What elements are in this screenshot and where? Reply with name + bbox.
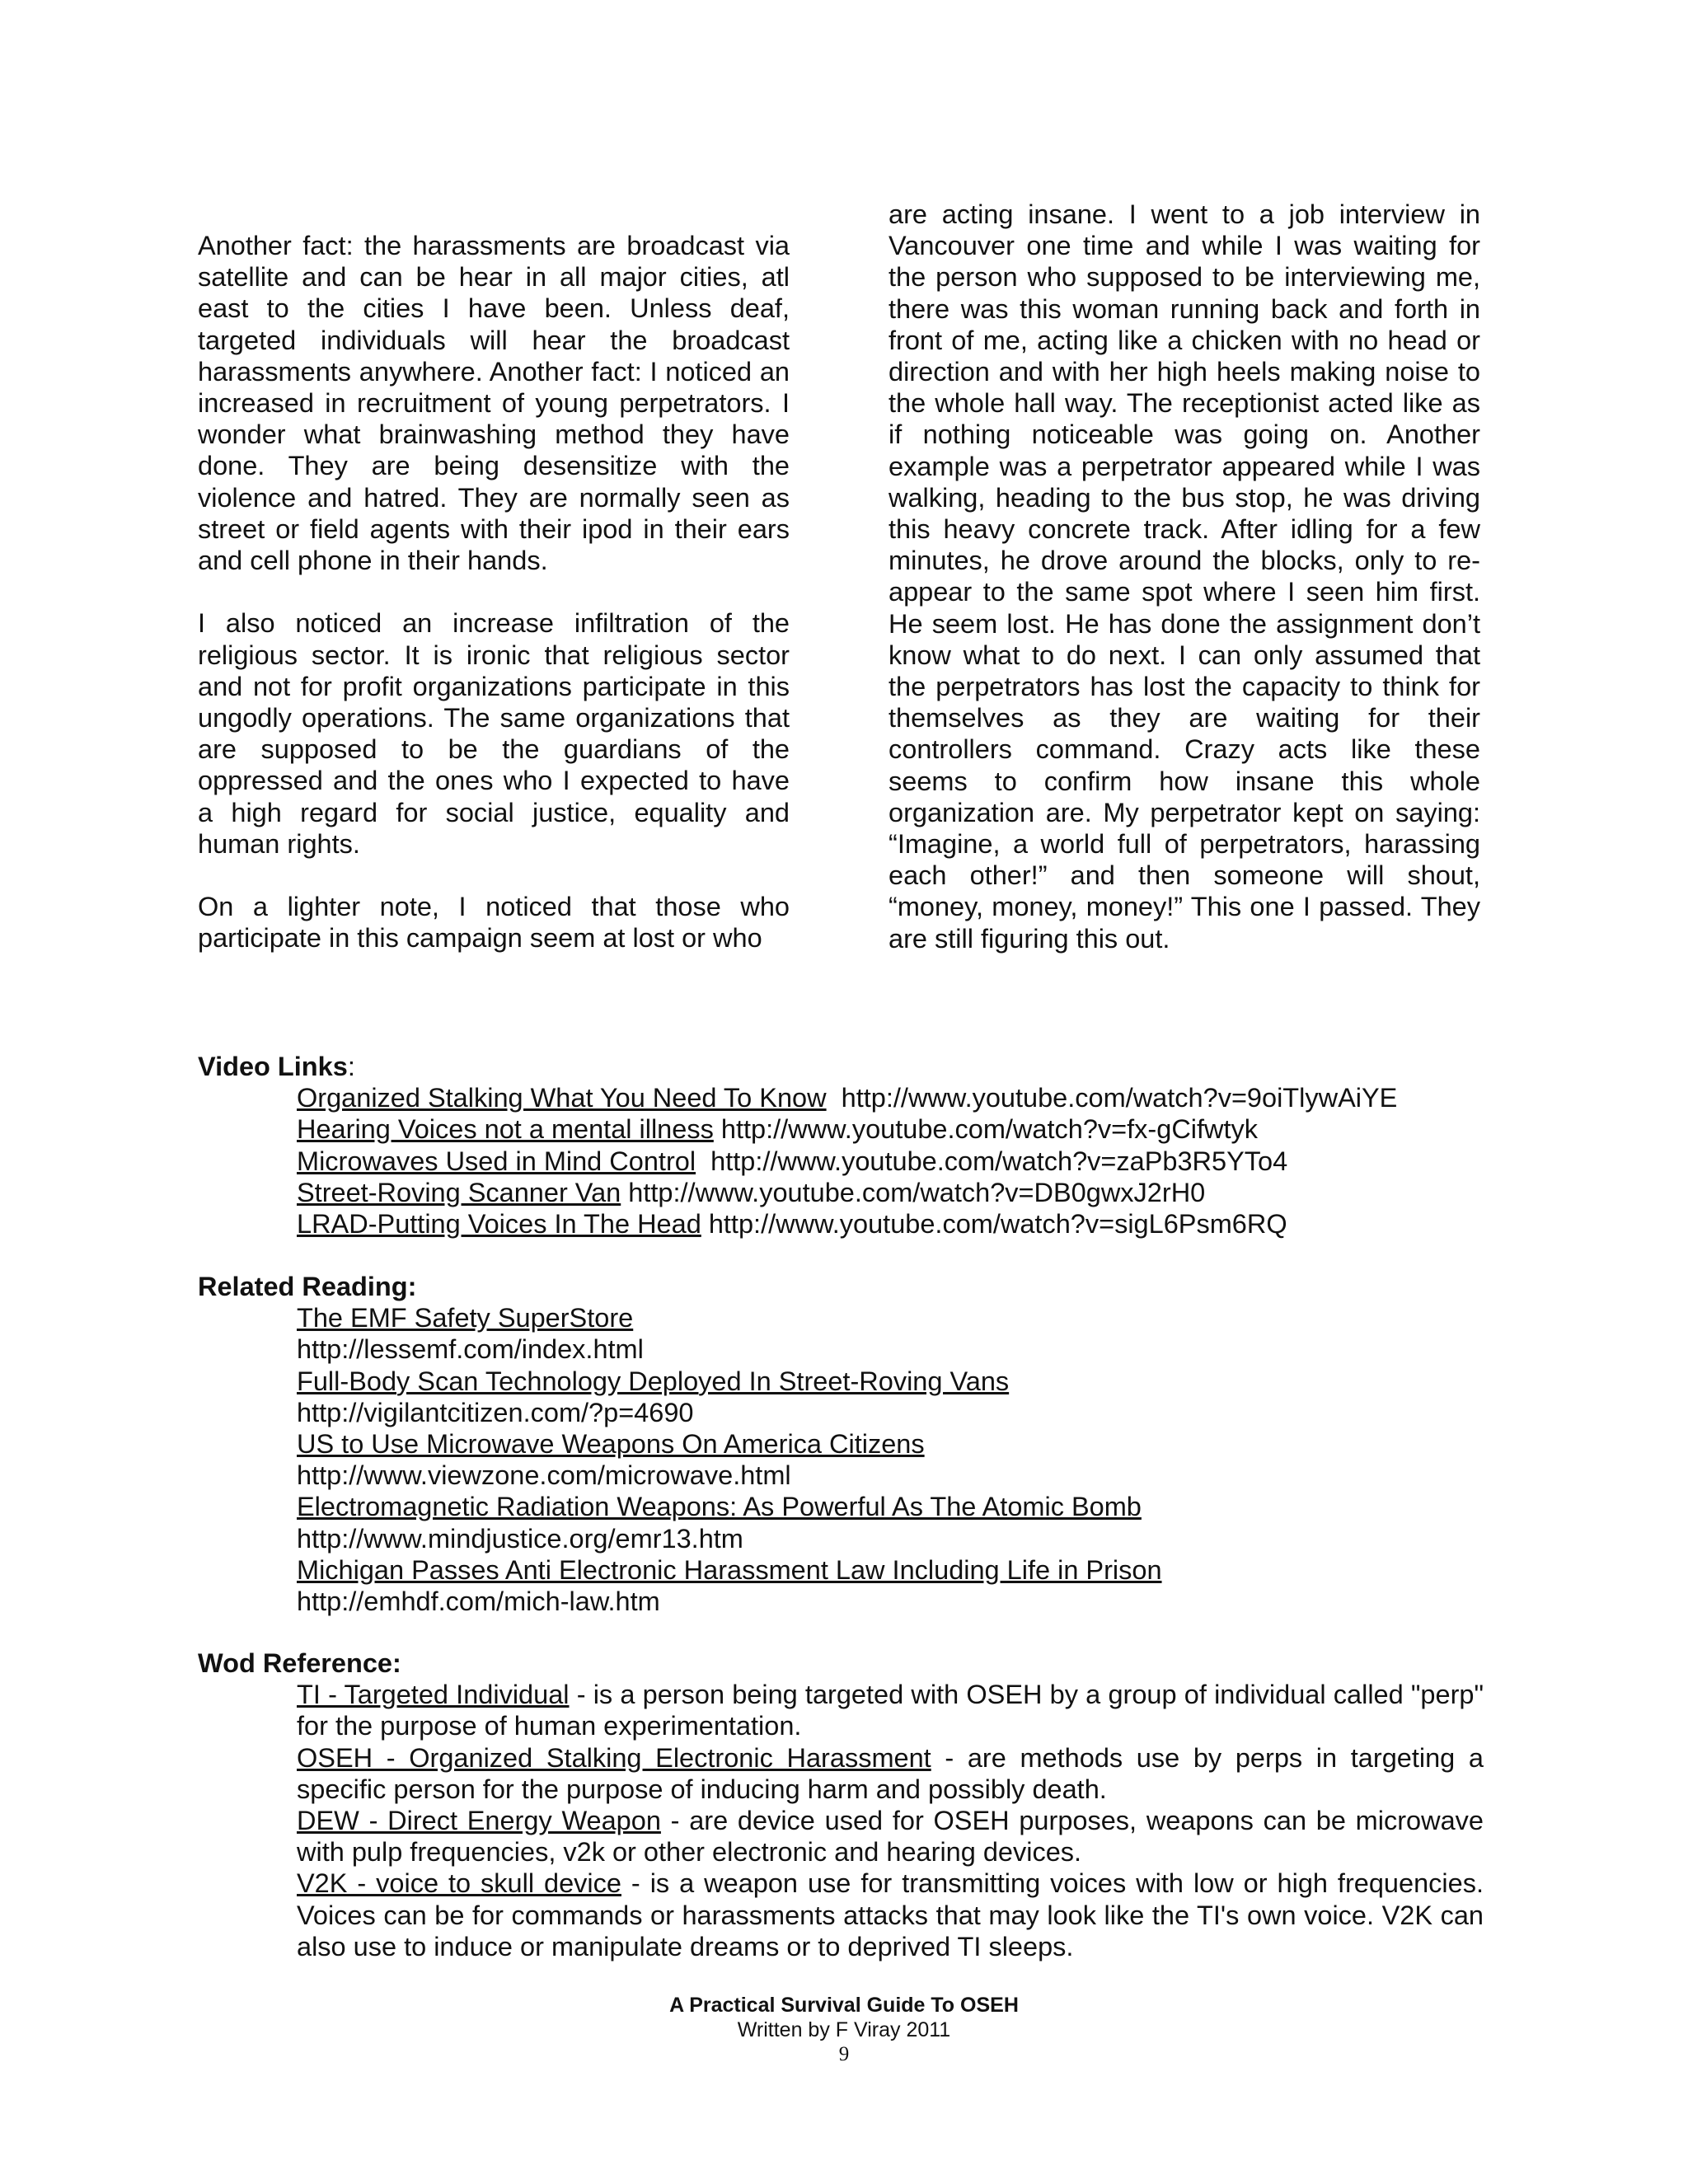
- definition-term: TI - Targeted Individual: [297, 1680, 570, 1710]
- video-link-item: [297, 1082, 1484, 1113]
- definition-term: DEW - Direct Energy Weapon: [297, 1806, 661, 1836]
- related-reading-section: [198, 1271, 1484, 1617]
- reading-url[interactable]: http://www.mindjustice.org/emr13.htm: [297, 1523, 743, 1554]
- paragraph: Another fact: the harassments are broadcast via satellite and can be hear in all major cities, atl east to the cities I have been. Unless deaf, targeted individuals will hear the broadcast harassments anywhere. Another fact: I noticed an increased in recruitment of young perpetrators. I wonder what brainwashing method they have done. They are being desensitize with the violence and hatred. They are normally seen as street or field agents with their ipod in their ears and cell phone in their hands.: [198, 231, 790, 576]
- video-link-url[interactable]: http://www.youtube.com/watch?v=DB0gwxJ2rH0: [628, 1177, 1206, 1207]
- video-link-url[interactable]: http://www.youtube.com/watch?v=fx-gCifwtyk: [720, 1114, 1259, 1145]
- reading-title[interactable]: US to Use Microwave Weapons On America Citizens: [297, 1429, 925, 1460]
- definition-text: - is a person being targeted with OSEH by a group of individual called "perp" for the purpose of human experimentation.: [297, 1680, 1484, 1741]
- related-reading-list: [297, 1302, 1484, 1617]
- definition-entry: [297, 1742, 1484, 1805]
- video-link-title[interactable]: Street-Roving Scanner Van: [297, 1177, 621, 1207]
- video-links-list: [297, 1082, 1484, 1240]
- definition-entry: [297, 1868, 1484, 1962]
- video-link-title[interactable]: Organized Stalking What You Need To Know: [297, 1083, 827, 1113]
- video-link-item: [297, 1208, 1484, 1240]
- reading-title[interactable]: Full-Body Scan Technology Deployed In Street-Roving Vans: [297, 1366, 1010, 1396]
- reading-url[interactable]: http://lessemf.com/index.html: [297, 1334, 644, 1365]
- reading-url[interactable]: http://www.viewzone.com/microwave.html: [297, 1460, 791, 1491]
- definition-term: V2K - voice to skull device: [297, 1868, 621, 1899]
- video-links-section: [198, 1051, 1484, 1240]
- related-reading-heading: Related Reading:: [198, 1272, 417, 1301]
- reading-title[interactable]: Electromagnetic Radiation Weapons: As Powerful As The Atomic Bomb: [297, 1492, 1142, 1522]
- video-link-item: [297, 1146, 1484, 1177]
- video-link-title[interactable]: LRAD-Putting Voices In The Head: [297, 1209, 701, 1240]
- definition-text: - are device used for OSEH purposes, weapons can be microwave with pulp frequencies, v2k or other electronic and hearing devices.: [297, 1806, 1484, 1868]
- video-link-title[interactable]: Microwaves Used in Mind Control: [297, 1146, 696, 1176]
- paragraph: On a lighter note, I noticed that those who participate in this campaign seem at lost or who: [198, 892, 790, 954]
- definition-text: - are methods use by perps in targeting a specific person for the purpose of inducing harm and possibly death.: [297, 1742, 1484, 1804]
- video-link-item: [297, 1177, 1484, 1208]
- video-link-title[interactable]: Hearing Voices not a mental illness: [297, 1114, 714, 1145]
- word-reference-heading: Wod Reference:: [198, 1648, 401, 1678]
- definition-text: - is a weapon use for transmitting voices with low or high frequencies. Voices can be for commands or harassments attacks that may look like the TI's own voice. V2K can also use to induce or manipulate dreams or to deprived TI sleeps.: [297, 1868, 1484, 1961]
- paragraph: are acting insane. I went to a job interview in Vancouver one time and while I was waiting for the person who supposed to be interviewing me, there was this woman running back and forth in front of me, acting like a chicken with no head or direction and with her high heels making noise to the whole hall way. The receptionist acted like as if nothing noticeable was going on. Another example was a perpetrator appeared while I was walking, heading to the bus stop, he was driving this heavy concrete track. After idling for a few minutes, he drove around the blocks, only to re-appear to the same spot where I seen him first. He seem lost. He has done the assignment don’t know what to do next. I can only assumed that the perpetrators has lost the capacity to think for themselves as they are waiting for their controllers command. Crazy acts like these seems to confirm how insane this whole organization are. My perpetrator kept on saying: “Imagine, a world full of perpetrators, harassing each other!” and then someone will shout, “money, money, money!” This one I passed. They are still figuring this out.: [889, 199, 1480, 954]
- definition-entry: [297, 1679, 1484, 1741]
- definition-term: OSEH - Organized Stalking Electronic Harassment: [297, 1742, 931, 1773]
- footer-title: A Practical Survival Guide To OSEH: [669, 1994, 1019, 2017]
- left-column: [198, 230, 790, 954]
- video-link-url[interactable]: http://www.youtube.com/watch?v=sigL6Psm6RQ: [708, 1209, 1287, 1240]
- page-number: 9: [838, 2043, 850, 2065]
- video-link-item: [297, 1113, 1484, 1145]
- reading-title[interactable]: The EMF Safety SuperStore: [297, 1303, 634, 1333]
- reading-url[interactable]: http://emhdf.com/mich-law.htm: [297, 1586, 660, 1617]
- definition-entry: [297, 1805, 1484, 1868]
- right-column: [889, 199, 1480, 954]
- video-link-url[interactable]: http://www.youtube.com/watch?v=zaPb3R5YTo4: [710, 1146, 1288, 1176]
- reading-url[interactable]: http://vigilantcitizen.com/?p=4690: [297, 1397, 694, 1427]
- reading-title[interactable]: Michigan Passes Anti Electronic Harassment Law Including Life in Prison: [297, 1554, 1162, 1585]
- footer-author: Written by F Viray 2011: [737, 2018, 951, 2041]
- paragraph: I also noticed an increase infiltration of the religious sector. It is ironic that religious sector and not for profit organizations participate in this ungodly operations. The same organizations that are supposed to be the guardians of the oppressed and the ones who I expected to have a high regard for social justice, equality and human rights.: [198, 608, 790, 859]
- word-reference-section: [198, 1647, 1484, 1962]
- video-link-url[interactable]: http://www.youtube.com/watch?v=9oiTlywAiYE: [841, 1083, 1398, 1113]
- video-links-heading: Video Links:: [198, 1052, 355, 1081]
